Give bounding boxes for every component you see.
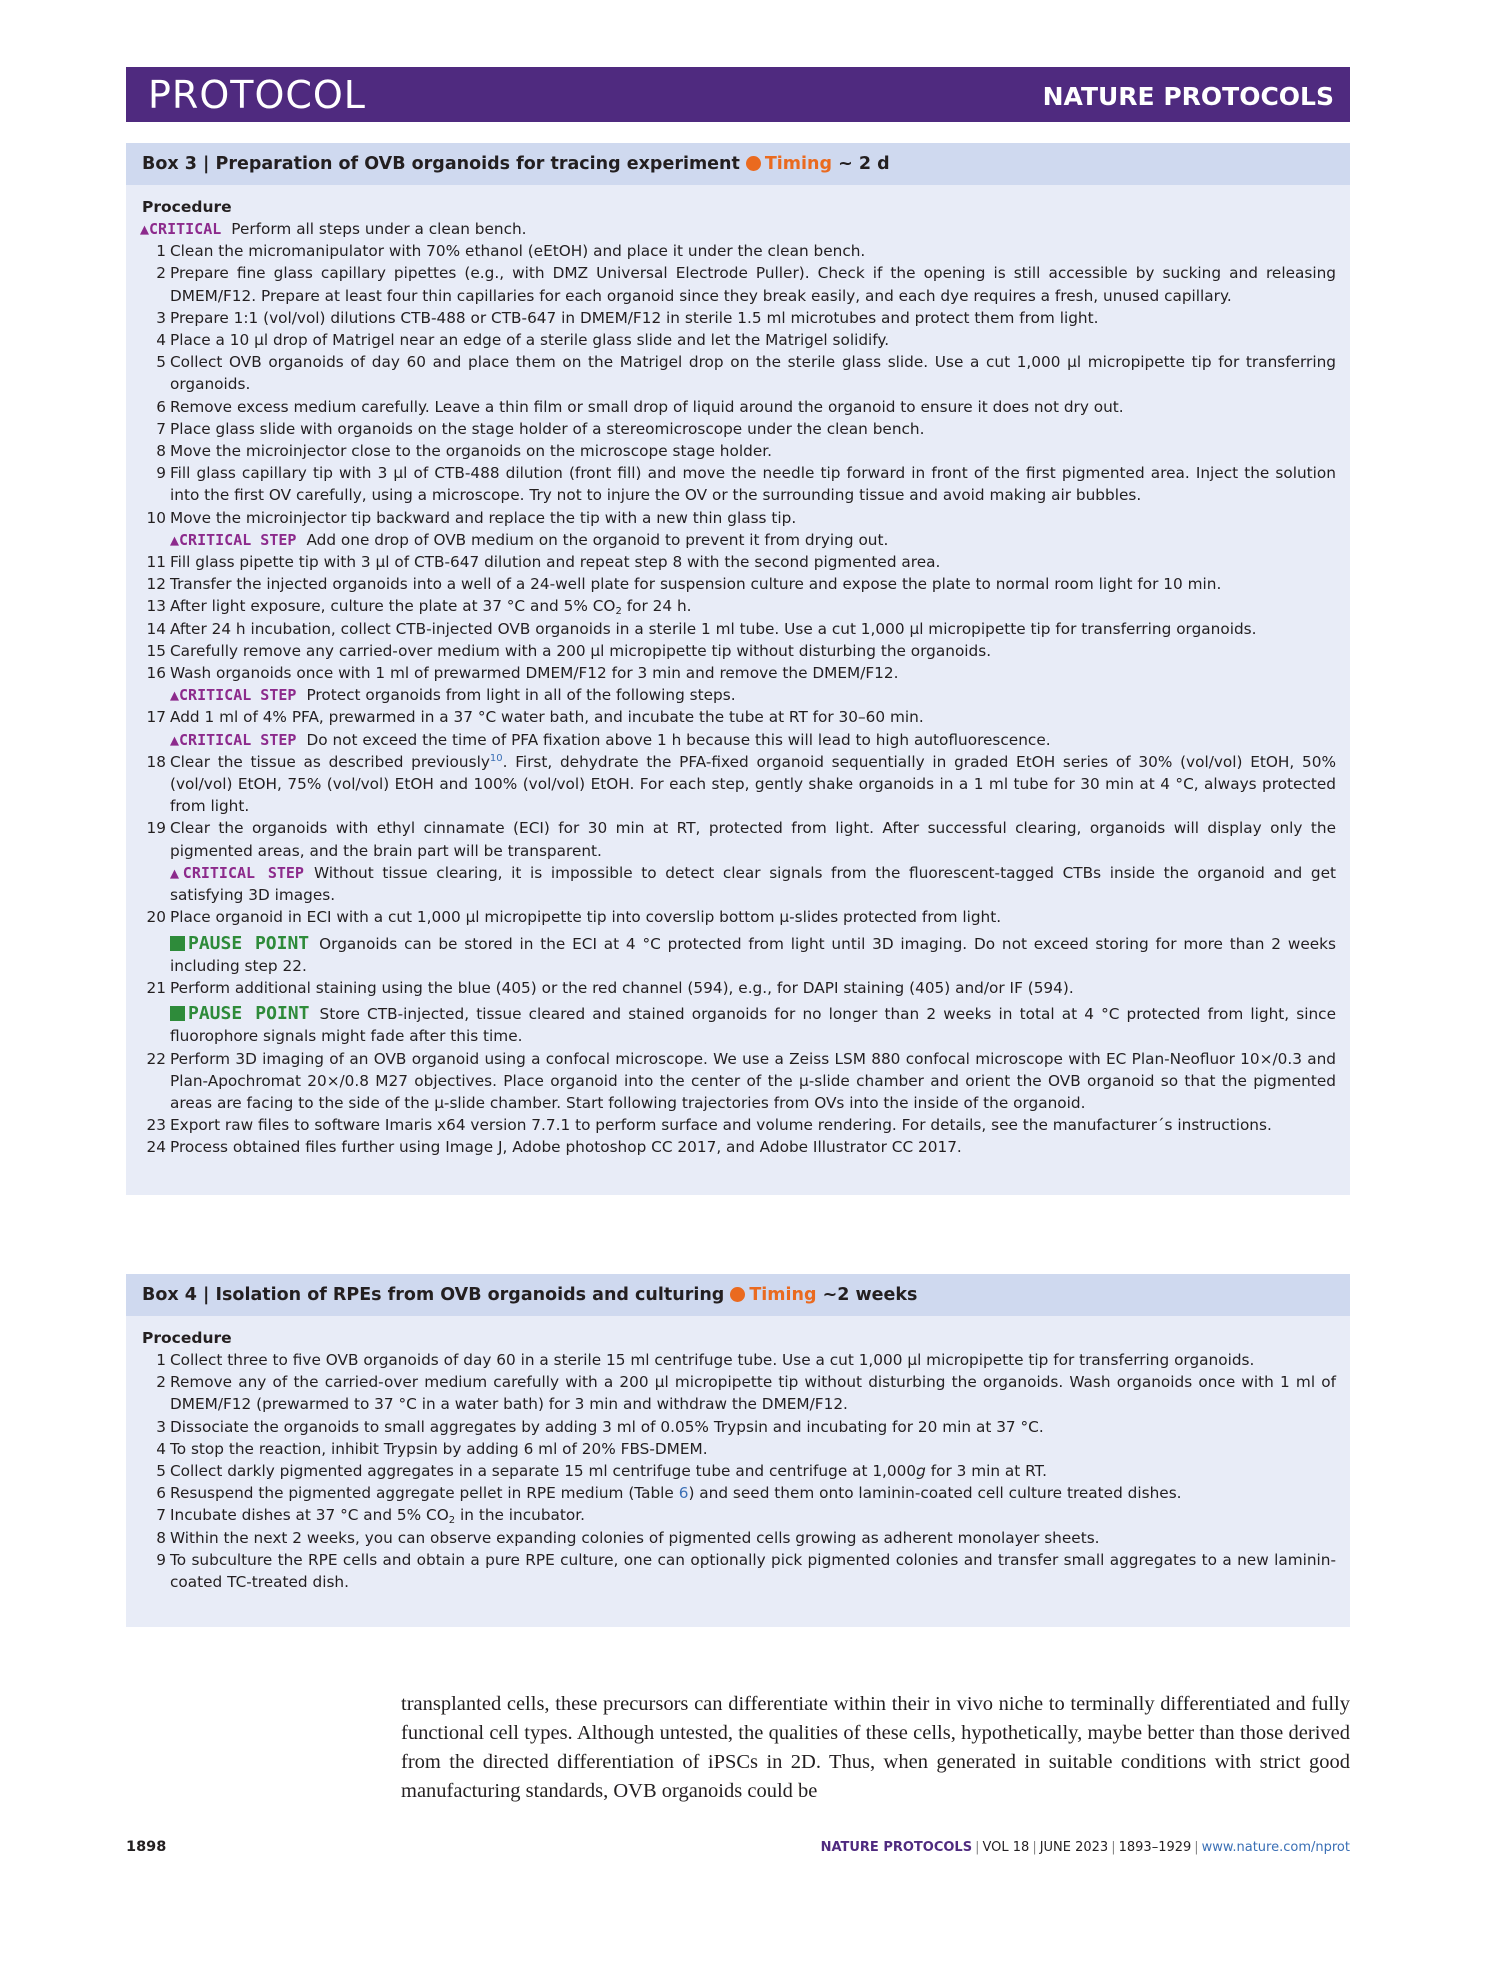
step-7: 7 Place glass slide with organoids on the stage holder of a stereomicroscope under the clean bench. xyxy=(156,419,925,438)
step-22: 22 Perform 3D imaging of an OVB organoid using a confocal microscope. We use a Zeiss LSM 880 confocal microscope with EC Plan-Neofluor 10×/0.3 and Plan-Apochromat 20×/0.8 M27 objectives. Place organoid into the center of the µ-slide chamber and orient the OVB organoid so that the pigmented areas are facing to the side of the µ-slide chamber. Start following trajectories from OVs into the inside of the organoid. xyxy=(146,1049,1336,1112)
step-19: 19 Clear the organoids with ethyl cinnamate (ECI) for 30 min at RT, protected from light. After successful clearing, organoids will display only the pigmented areas, and the brain part will be transparent. xyxy=(146,819,1336,860)
step-17: 17 Add 1 ml of 4% PFA, prewarmed in a 37 °C water bath, and incubate the tube at RT for 30–60 min. xyxy=(146,708,924,727)
step-8: 8 Within the next 2 weeks, you can observe expanding colonies of pigmented cells growing as adherent monolayer sheets. xyxy=(156,1528,1100,1547)
step-14: 14 After 24 h incubation, collect CTB-injected OVB organoids in a sterile 1 ml tube. Use a cut 1,000 µl micropipette tip for transferring organoids. xyxy=(146,619,1257,638)
step-9: 9 Fill glass capillary tip with 3 µl of CTB-488 dilution (front fill) and move the needle tip forward in front of the first pigmented area. Inject the solution into the first OV carefully, using a microscope. Try not to injure the OV or the surrounding tissue and avoid making air bubbles. xyxy=(156,464,1336,505)
step-10: 10 Move the microinjector tip backward and replace the tip with a new thin glass tip. xyxy=(146,508,797,527)
box-4-title: Box 4 | Isolation of RPEs from OVB organoids and culturing Timing ~2 weeks xyxy=(126,1274,1350,1316)
pause-square-icon xyxy=(170,936,185,951)
step-21: 21 Perform additional staining using the blue (405) or the red channel (594), e.g., for DAPI staining (405) and/or IF (594). xyxy=(146,978,1074,997)
footer-citation: NATURE PROTOCOLS | VOL 18 | JUNE 2023 | 1893–1929 | www.nature.com/nprot xyxy=(820,1840,1350,1855)
section-label: PROTOCOL xyxy=(148,73,366,117)
timing-dot-icon xyxy=(730,1287,745,1302)
step-6: 6 Remove excess medium carefully. Leave a thin film or small drop of liquid around the organoid to ensure it does not dry out. xyxy=(156,397,1124,416)
step-1: 1 Collect three to five OVB organoids of day 60 in a sterile 15 ml centrifuge tube. Use a cut 1,000 µl micropipette tip for transferring organoids. xyxy=(156,1351,1255,1369)
pause-point-21: PAUSE POINT Store CTB-injected, tissue cleared and stained organoids for no longer than 2 weeks in total at 4 °C protected from light, since fluorophore signals might fade after this time. xyxy=(170,1003,1336,1046)
timing-dot-icon xyxy=(746,156,761,171)
step-11: 11 Fill glass pipette tip with 3 µl of CTB-647 dilution and repeat step 8 with the second pigmented area. xyxy=(146,553,941,572)
critical-note: ▲CRITICAL Perform all steps under a clean bench. xyxy=(140,220,527,238)
step-16: 16 Wash organoids once with 1 ml of prewarmed DMEM/F12 for 3 min and remove the DMEM/F12. xyxy=(146,664,899,683)
reference-link[interactable]: 10 xyxy=(489,752,503,764)
step-13: 13 After light exposure, culture the plate at 37 °C and 5% $CO_2$ for 24 h. xyxy=(146,597,692,618)
pause-point-20: PAUSE POINT Organoids can be stored in the ECI at 4 °C protected from light until 3D imaging. Do not exceed storing for more than 2 weeks including step 22. xyxy=(170,932,1336,975)
step-3: 3 Dissociate the organoids to small aggregates by adding 3 ml of 0.05% Trypsin and incubating for 20 min at 37 °C. xyxy=(156,1417,1044,1436)
step-2: 2 Prepare fine glass capillary pipettes (e.g., with DMZ Universal Electrode Puller). Check if the opening is still accessible by sucking and releasing DMEM/F12. Prepare at least four thin capillaries for each organoid since they break easily, and each dye requires a fresh, unused capillary. xyxy=(156,264,1336,305)
box-3 xyxy=(126,143,1350,1195)
table-link[interactable]: 6 xyxy=(678,1484,689,1503)
step-23: 23 Export raw files to software Imaris x64 version 7.7.1 to perform surface and volume rendering. For details, see the manufacturer´s instructions. xyxy=(146,1116,1272,1135)
step-4: 4 Place a 10 µl drop of Matrigel near an edge of a sterile glass slide and let the Matrigel solidify. xyxy=(156,331,890,350)
box-3-steps xyxy=(126,240,1350,1158)
critical-step-19: ▲CRITICAL STEP Without tissue clearing, it is impossible to detect clear signals from the fluorescent-tagged CTBs inside the organoid and get satisfying 3D images. xyxy=(170,863,1336,905)
step-1: 1 Clean the micromanipulator with 70% ethanol (eEtOH) and place it under the clean bench. xyxy=(156,242,866,261)
box-3-title: Box 3 | Preparation of OVB organoids for tracing experiment Timing ~ 2 d xyxy=(126,143,1350,185)
journal-label: NATURE PROTOCOLS xyxy=(1042,82,1334,111)
step-15: 15 Carefully remove any carried-over medium with a 200 µl micropipette tip without disturbing the organoids. xyxy=(146,641,992,660)
step-5: 5 Collect OVB organoids of day 60 and place them on the Matrigel drop on the sterile glass slide. Use a cut 1,000 µl micropipette tip for transferring organoids. xyxy=(156,353,1336,394)
critical-step-10: ▲CRITICAL STEP Add one drop of OVB medium on the organoid to prevent it from drying out. xyxy=(170,530,889,549)
step-7: 7 Incubate dishes at 37 °C and 5% $CO_2$ in the incubator. xyxy=(156,1506,586,1527)
step-2: 2 Remove any of the carried-over medium carefully with a 200 µl micropipette tip without disturbing the organoids. Wash organoids once with 1 ml of DMEM/F12 (prewarmed to 37 °C in a water bath) for 3 min and withdraw the DMEM/F12. xyxy=(156,1373,1336,1414)
critical-step-16: ▲CRITICAL STEP Protect organoids from light in all of the following steps. xyxy=(170,686,736,705)
procedure-label: Procedure xyxy=(142,198,232,216)
header-bar xyxy=(126,67,1350,122)
procedure-label: Procedure xyxy=(142,1329,232,1347)
step-12: 12 Transfer the injected organoids into a well of a 24-well plate for suspension culture and expose the plate to normal room light for 10 min. xyxy=(146,575,1222,594)
journal-url-link[interactable]: www.nature.com/nprot xyxy=(1201,1840,1350,1855)
step-8: 8 Move the microinjector close to the organoids on the microscope stage holder. xyxy=(156,442,772,461)
critical-step-17: ▲CRITICAL STEP Do not exceed the time of PFA fixation above 1 h because this will lead to high autofluorescence. xyxy=(170,730,1051,749)
box-4 xyxy=(126,1274,1350,1627)
body-paragraph: transplanted cells, these precursors can differentiate within their in vivo niche to terminally differentiated and fully functional cell types. Although untested, the qualities of these cells, hypothetically, maybe better than those derived from the directed differentiation of iPSCs in 2D. Thus, when generated in suitable conditions with strict good manufacturing standards, OVB organoids could be xyxy=(401,1693,1350,1802)
step-9: 9 To subculture the RPE cells and obtain a pure RPE culture, one can optionally pick pigmented colonies and transfer small aggregates to a new laminin-coated TC-treated dish. xyxy=(156,1550,1336,1592)
step-5: 5 Collect darkly pigmented aggregates in a separate 15 ml centrifuge tube and centrifuge at 1,000g for 3 min at RT. xyxy=(156,1462,1048,1481)
page-number: 1898 xyxy=(126,1839,167,1855)
step-24: 24 Process obtained files further using Image J, Adobe photoshop CC 2017, and Adobe Illustrator CC 2017. xyxy=(146,1138,962,1157)
box-4-steps xyxy=(126,1349,1350,1593)
step-20: 20 Place organoid in ECI with a cut 1,000 µl micropipette tip into coverslip bottom µ-slides protected from light. xyxy=(146,908,1002,927)
pause-square-icon xyxy=(170,1006,185,1021)
step-6: 6 Resuspend the pigmented aggregate pellet in RPE medium (Table 6) and seed them onto laminin-coated cell culture treated dishes. xyxy=(156,1484,1182,1503)
step-18: 18 Clear the tissue as described previously$^{10}$. First, dehydrate the PFA-fixed organoid sequentially in graded EtOH series of 30% (vol/vol) EtOH, 50% (vol/vol) EtOH, 75% (vol/vol) EtOH and 100% (vol/vol) EtOH. For each step, gently shake organoids in a 1 ml tube for 30 min at 4 °C, always protected from light. xyxy=(146,752,1336,816)
step-4: 4 To stop the reaction, inhibit Trypsin by adding 6 ml of 20% FBS-DMEM. xyxy=(156,1439,708,1458)
step-3: 3 Prepare 1:1 (vol/vol) dilutions CTB-488 or CTB-647 in DMEM/F12 in sterile 1.5 ml microtubes and protect them from light. xyxy=(156,308,1099,327)
